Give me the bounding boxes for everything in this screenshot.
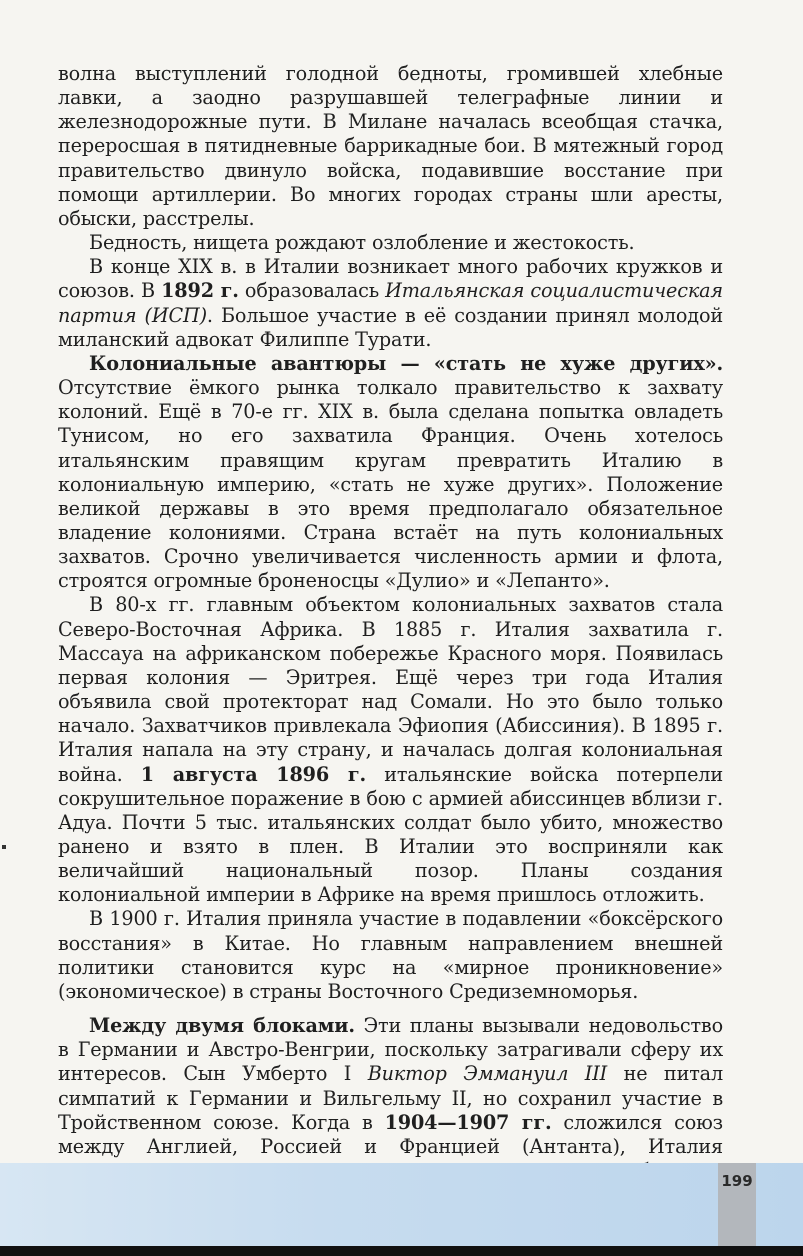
text-segment: волна выступлений голодной бедноты, громившей хлебные лавки, а заодно разрушавшей телеграфные линии и железнодорожные пути. В Милане началась всеобщая стачка, переросшая в пятидневные баррикадные бои. В мятежный город правительство двинуло войска, подавившие восстание при помощи артиллерии. Во многих городах страны шли аресты, обыски, расстрелы.	[58, 62, 723, 230]
page-number: 199	[721, 1172, 753, 1190]
text-segment: итальянские войска потерпели сокрушительное поражение в бою с армией абиссинцев вблизи г. Адуа. Почти 5 тыс. итальянских солдат было убито, множество ранено и взято в плен. В Италии это восприняли как величайший национальный позор. Планы создания колониальной империи в Африке на время пришлось отложить.	[58, 762, 723, 907]
text-segment: Бедность, нищета рождают озлобление и жестокость.	[89, 231, 635, 255]
text-segment: сложился союз между Англией, Россией и Францией (Антанта), Италия	[58, 1110, 723, 1158]
paragraph-socialist-party	[58, 255, 723, 352]
footer-band	[0, 1163, 803, 1246]
paragraph-poverty	[58, 231, 723, 255]
paragraph-uprising	[58, 62, 723, 231]
italic-term: Итальянская социалистическая партия (ИСП)	[58, 279, 723, 327]
text-segment: образовалась	[238, 279, 386, 303]
text-segment: В 1900 г. Италия приняла участие в подавлении «боксёрского восстания» в Китае. Но главным направлением внешней политики становится курс на «мирное проникновение» (экономическое) в страны Восточного Средиземноморья.	[58, 907, 723, 1003]
text-segment: не питал симпатий к Германии и Вильгельму II, но сохранил участие в Тройственном союзе. Когда в	[58, 1062, 723, 1134]
margin-mark	[2, 845, 6, 849]
bold-date: 1892 г.	[161, 279, 239, 303]
text-segment: Отсутствие ёмкого рынка толкало правительство к захвату колоний. Ещё в 70-е гг. XIX в. была сделана попытка овладеть Тунисом, но его захватила Франция. Очень хотелось итальянским правящим кругам превратить Италию в колониальную империю, «стать не хуже других». Положение великой державы в это время предполагало обязательное владение колониями. Страна встаёт на путь колониальных захватов. Срочно увеличивается численность армии и флота, строятся огромные броненосцы «Дулио» и «Лепанто».	[58, 376, 723, 593]
text-segment: . Большое участие в её создании принял молодой миланский адвокат Филиппе Турати.	[58, 303, 723, 351]
section-heading: Колониальные авантюры — «стать не хуже других».	[89, 351, 723, 375]
text-segment: В 80-х гг. главным объектом колониальных захватов стала Северо-Восточная Африка. В 1885 г. Италия захватила г. Массауа на африканском побережье Красного моря. Появилась первая колония — Эритрея. Ещё через три года Италия объявила свой протекторат над Сомали. Но это было только начало. Захватчиков привлекала Эфиопия (Абиссиния). В 1895 г. Италия напала на эту страну, и началась долгая колониальная война.	[58, 593, 723, 786]
bottom-edge	[0, 1246, 803, 1256]
section-heading: Между двумя блоками.	[89, 1014, 355, 1038]
text-segment: Эти планы вызывали недовольство в Германии и Австро-Венгрии, поскольку затрагивали сферу их интересов. Сын Умберто I	[58, 1014, 723, 1086]
bold-date: 1 августа 1896 г.	[140, 762, 366, 786]
bold-date: 1904—1907 гг.	[384, 1110, 552, 1134]
paragraph-china	[58, 907, 723, 1004]
paragraph-africa	[58, 593, 723, 907]
text-segment: В конце XIX в. в Италии возникает много рабочих кружков и союзов. В	[58, 255, 723, 303]
italic-name: Виктор Эммануил III	[367, 1062, 608, 1086]
paragraph-colonial-adventures	[58, 352, 723, 594]
body-text	[58, 62, 723, 1207]
